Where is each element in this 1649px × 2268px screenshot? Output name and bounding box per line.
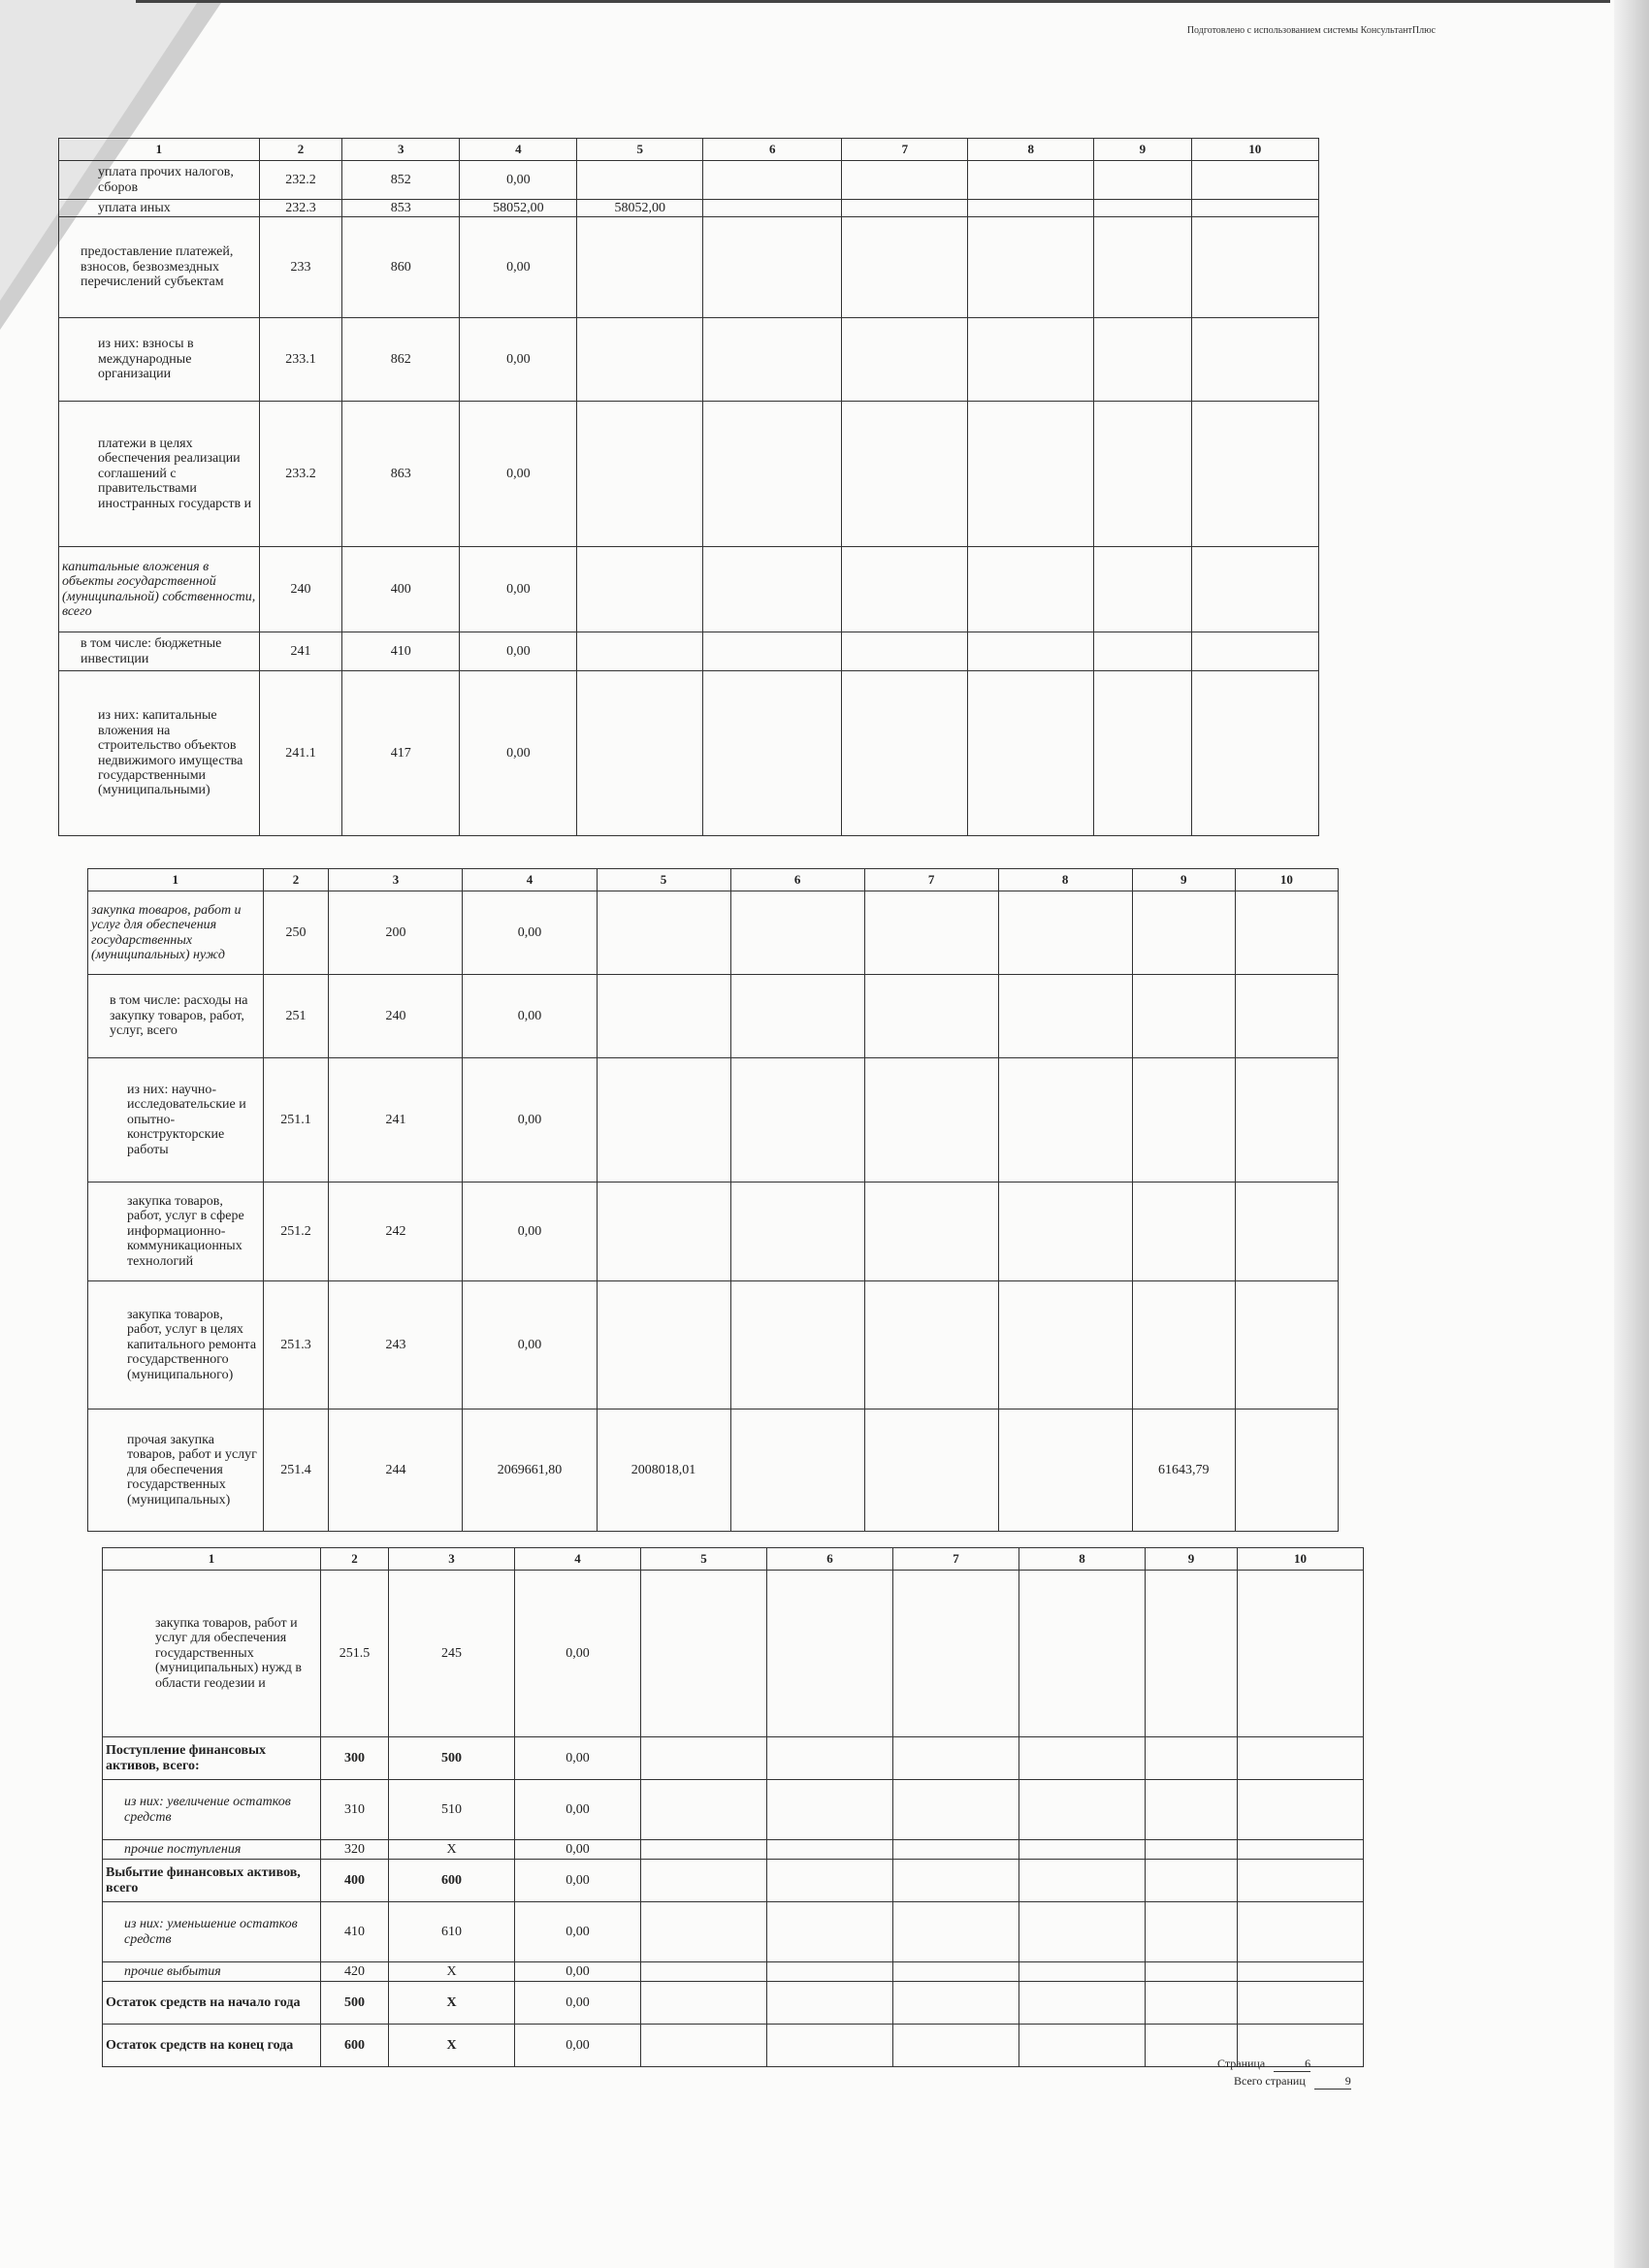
row-code: 300 bbox=[321, 1737, 389, 1780]
row-total: 0,00 bbox=[460, 547, 577, 632]
row-total: 0,00 bbox=[515, 1902, 641, 1962]
row-kbk: 241 bbox=[329, 1058, 463, 1183]
row-name: капитальные вложения в объекты государственной (муниципальной) собственности, всего bbox=[59, 547, 260, 632]
row-kbk: 852 bbox=[342, 161, 460, 200]
row-col9 bbox=[1132, 1281, 1235, 1409]
page-label: Страница bbox=[1217, 2057, 1266, 2070]
row-name: уплата иных bbox=[59, 200, 260, 217]
row-total: 0,00 bbox=[463, 1058, 597, 1183]
row-code: 232.2 bbox=[259, 161, 342, 200]
row-name: из них: увеличение остатков средств bbox=[103, 1780, 321, 1840]
table-row bbox=[59, 217, 1319, 318]
table-block-3 bbox=[102, 1547, 1364, 2067]
col-header: 5 bbox=[577, 139, 703, 161]
row-total: 0,00 bbox=[463, 1281, 597, 1409]
row-total: 0,00 bbox=[463, 891, 597, 975]
row-name: предоставление платежей, взносов, безвозмездных перечислений субъектам bbox=[59, 217, 260, 318]
table-row bbox=[88, 1409, 1339, 1532]
row-kbk: 410 bbox=[342, 632, 460, 671]
row-total: 0,00 bbox=[515, 1737, 641, 1780]
row-total: 0,00 bbox=[463, 1183, 597, 1281]
scan-top-edge bbox=[136, 0, 1610, 3]
col-header: 8 bbox=[998, 869, 1132, 891]
col-header: 6 bbox=[703, 139, 842, 161]
scan-edge-shadow bbox=[1614, 0, 1649, 2268]
row-name: Остаток средств на конец года bbox=[103, 2025, 321, 2067]
table-row bbox=[59, 547, 1319, 632]
row-name: из них: уменьшение остатков средств bbox=[103, 1902, 321, 1962]
col-header: 8 bbox=[968, 139, 1094, 161]
row-code: 251.5 bbox=[321, 1571, 389, 1737]
row-code: 251.3 bbox=[263, 1281, 329, 1409]
row-kbk: X bbox=[389, 1982, 515, 2025]
column-header-row bbox=[103, 1548, 1364, 1571]
table-row bbox=[88, 891, 1339, 975]
row-name: прочие поступления bbox=[103, 1840, 321, 1860]
col-header: 6 bbox=[730, 869, 864, 891]
total-label: Всего страниц bbox=[1234, 2074, 1306, 2088]
row-kbk: 245 bbox=[389, 1571, 515, 1737]
row-kbk: 200 bbox=[329, 891, 463, 975]
table-row bbox=[88, 1058, 1339, 1183]
col-header: 3 bbox=[329, 869, 463, 891]
table-block-2 bbox=[87, 868, 1339, 1532]
row-code: 251.2 bbox=[263, 1183, 329, 1281]
row-kbk: 500 bbox=[389, 1737, 515, 1780]
row-total: 2069661,80 bbox=[463, 1409, 597, 1532]
table-block-1 bbox=[58, 138, 1319, 836]
table-row bbox=[103, 2025, 1364, 2067]
col-header: 7 bbox=[842, 139, 968, 161]
table-row bbox=[88, 1281, 1339, 1409]
row-total: 0,00 bbox=[515, 1571, 641, 1737]
row-total: 0,00 bbox=[460, 217, 577, 318]
table-row bbox=[103, 1780, 1364, 1840]
row-name: уплата прочих налогов, сборов bbox=[59, 161, 260, 200]
col-header: 9 bbox=[1094, 139, 1191, 161]
row-col5 bbox=[597, 1281, 730, 1409]
row-total: 0,00 bbox=[460, 161, 577, 200]
row-code: 232.3 bbox=[259, 200, 342, 217]
row-code: 410 bbox=[321, 1902, 389, 1962]
row-name: из них: взносы в международные организации bbox=[59, 318, 260, 402]
row-total: 0,00 bbox=[515, 1962, 641, 1982]
row-code: 240 bbox=[259, 547, 342, 632]
row-code: 241.1 bbox=[259, 671, 342, 836]
row-kbk: X bbox=[389, 1840, 515, 1860]
table-row bbox=[103, 1902, 1364, 1962]
page-counter bbox=[1217, 2057, 1310, 2072]
row-total: 0,00 bbox=[515, 1982, 641, 2025]
col-header: 2 bbox=[263, 869, 329, 891]
row-name: из них: научно-исследовательские и опытно-конструкторские работы bbox=[88, 1058, 264, 1183]
table-row bbox=[59, 200, 1319, 217]
col-header: 10 bbox=[1238, 1548, 1364, 1571]
col-header: 2 bbox=[259, 139, 342, 161]
col-header: 9 bbox=[1146, 1548, 1238, 1571]
table-row bbox=[103, 1571, 1364, 1737]
row-code: 600 bbox=[321, 2025, 389, 2067]
table-row bbox=[103, 1982, 1364, 2025]
row-code: 251 bbox=[263, 975, 329, 1058]
row-name: в том числе: бюджетные инвестиции bbox=[59, 632, 260, 671]
row-kbk: 417 bbox=[342, 671, 460, 836]
row-kbk: 863 bbox=[342, 402, 460, 547]
header-note: Подготовлено с использованием системы КонсультантПлюс bbox=[1186, 25, 1436, 36]
table-row bbox=[59, 318, 1319, 402]
row-code: 233 bbox=[259, 217, 342, 318]
row-col5 bbox=[597, 1183, 730, 1281]
row-col5 bbox=[577, 161, 703, 200]
row-kbk: 862 bbox=[342, 318, 460, 402]
row-name: закупка товаров, работ и услуг для обеспечения государственных (муниципальных) нужд в области геодезии и bbox=[103, 1571, 321, 1737]
column-header-row bbox=[88, 869, 1339, 891]
col-header: 3 bbox=[389, 1548, 515, 1571]
row-code: 251.4 bbox=[263, 1409, 329, 1532]
row-name: Выбытие финансовых активов, всего bbox=[103, 1860, 321, 1902]
row-total: 0,00 bbox=[460, 632, 577, 671]
col-header: 2 bbox=[321, 1548, 389, 1571]
row-code: 250 bbox=[263, 891, 329, 975]
col-header: 3 bbox=[342, 139, 460, 161]
row-col9 bbox=[1132, 1058, 1235, 1183]
row-kbk: 242 bbox=[329, 1183, 463, 1281]
row-col9 bbox=[1132, 891, 1235, 975]
col-header: 4 bbox=[515, 1548, 641, 1571]
table-row bbox=[103, 1840, 1364, 1860]
col-header: 10 bbox=[1235, 869, 1338, 891]
col-header: 4 bbox=[460, 139, 577, 161]
col-header: 10 bbox=[1191, 139, 1318, 161]
col-header: 6 bbox=[767, 1548, 893, 1571]
row-col5 bbox=[597, 891, 730, 975]
row-col5 bbox=[577, 402, 703, 547]
row-total: 0,00 bbox=[460, 671, 577, 836]
col-header: 5 bbox=[641, 1548, 767, 1571]
row-total: 0,00 bbox=[460, 402, 577, 547]
table-row bbox=[59, 402, 1319, 547]
col-header: 7 bbox=[893, 1548, 1019, 1571]
row-col5: 58052,00 bbox=[577, 200, 703, 217]
row-total: 58052,00 bbox=[460, 200, 577, 217]
row-col5 bbox=[577, 318, 703, 402]
col-header: 4 bbox=[463, 869, 597, 891]
row-name: прочая закупка товаров, работ и услуг для обеспечения государственных (муниципальных) bbox=[88, 1409, 264, 1532]
row-col5 bbox=[577, 547, 703, 632]
row-name: из них: капитальные вложения на строительство объектов недвижимого имущества государственными (муниципальными) bbox=[59, 671, 260, 836]
row-col5 bbox=[577, 632, 703, 671]
col-header: 1 bbox=[88, 869, 264, 891]
row-code: 233.1 bbox=[259, 318, 342, 402]
total-number: 9 bbox=[1314, 2074, 1351, 2090]
table-row bbox=[59, 161, 1319, 200]
row-code: 233.2 bbox=[259, 402, 342, 547]
column-header-row bbox=[59, 139, 1319, 161]
row-code: 310 bbox=[321, 1780, 389, 1840]
row-kbk: X bbox=[389, 1962, 515, 1982]
table-row bbox=[103, 1962, 1364, 1982]
table-row bbox=[59, 671, 1319, 836]
row-kbk: 240 bbox=[329, 975, 463, 1058]
row-col9: 61643,79 bbox=[1132, 1409, 1235, 1532]
row-code: 251.1 bbox=[263, 1058, 329, 1183]
row-kbk: X bbox=[389, 2025, 515, 2067]
row-kbk: 510 bbox=[389, 1780, 515, 1840]
col-header: 7 bbox=[864, 869, 998, 891]
row-kbk: 853 bbox=[342, 200, 460, 217]
table-row bbox=[88, 1183, 1339, 1281]
row-name: закупка товаров, работ, услуг в сфере информационно-коммуникационных технологий bbox=[88, 1183, 264, 1281]
row-code: 400 bbox=[321, 1860, 389, 1902]
row-name: в том числе: расходы на закупку товаров, работ, услуг, всего bbox=[88, 975, 264, 1058]
row-total: 0,00 bbox=[515, 1780, 641, 1840]
total-pages bbox=[1234, 2074, 1351, 2090]
row-total: 0,00 bbox=[515, 1840, 641, 1860]
row-code: 241 bbox=[259, 632, 342, 671]
row-kbk: 243 bbox=[329, 1281, 463, 1409]
row-name: Остаток средств на начало года bbox=[103, 1982, 321, 2025]
row-name: закупка товаров, работ и услуг для обеспечения государственных (муниципальных) нужд bbox=[88, 891, 264, 975]
row-name: прочие выбытия bbox=[103, 1962, 321, 1982]
row-name: Поступление финансовых активов, всего: bbox=[103, 1737, 321, 1780]
row-code: 320 bbox=[321, 1840, 389, 1860]
table-row bbox=[59, 632, 1319, 671]
row-col9 bbox=[1132, 1183, 1235, 1281]
row-col5 bbox=[577, 217, 703, 318]
row-name: закупка товаров, работ, услуг в целях капитального ремонта государственного (муниципального) bbox=[88, 1281, 264, 1409]
row-col5 bbox=[597, 1058, 730, 1183]
row-total: 0,00 bbox=[460, 318, 577, 402]
row-kbk: 244 bbox=[329, 1409, 463, 1532]
row-kbk: 860 bbox=[342, 217, 460, 318]
col-header: 5 bbox=[597, 869, 730, 891]
row-name: платежи в целях обеспечения реализации соглашений с правительствами иностранных государств и bbox=[59, 402, 260, 547]
col-header: 1 bbox=[103, 1548, 321, 1571]
table-row bbox=[88, 975, 1339, 1058]
col-header: 1 bbox=[59, 139, 260, 161]
row-total: 0,00 bbox=[515, 1860, 641, 1902]
table-row bbox=[103, 1737, 1364, 1780]
row-col9 bbox=[1132, 975, 1235, 1058]
row-total: 0,00 bbox=[463, 975, 597, 1058]
page-number: 6 bbox=[1274, 2057, 1310, 2072]
row-kbk: 610 bbox=[389, 1902, 515, 1962]
table-row bbox=[103, 1860, 1364, 1902]
row-kbk: 400 bbox=[342, 547, 460, 632]
row-code: 500 bbox=[321, 1982, 389, 2025]
row-col5 bbox=[577, 671, 703, 836]
row-col5 bbox=[597, 975, 730, 1058]
col-header: 9 bbox=[1132, 869, 1235, 891]
row-kbk: 600 bbox=[389, 1860, 515, 1902]
col-header: 8 bbox=[1019, 1548, 1146, 1571]
row-col5: 2008018,01 bbox=[597, 1409, 730, 1532]
row-total: 0,00 bbox=[515, 2025, 641, 2067]
row-code: 420 bbox=[321, 1962, 389, 1982]
